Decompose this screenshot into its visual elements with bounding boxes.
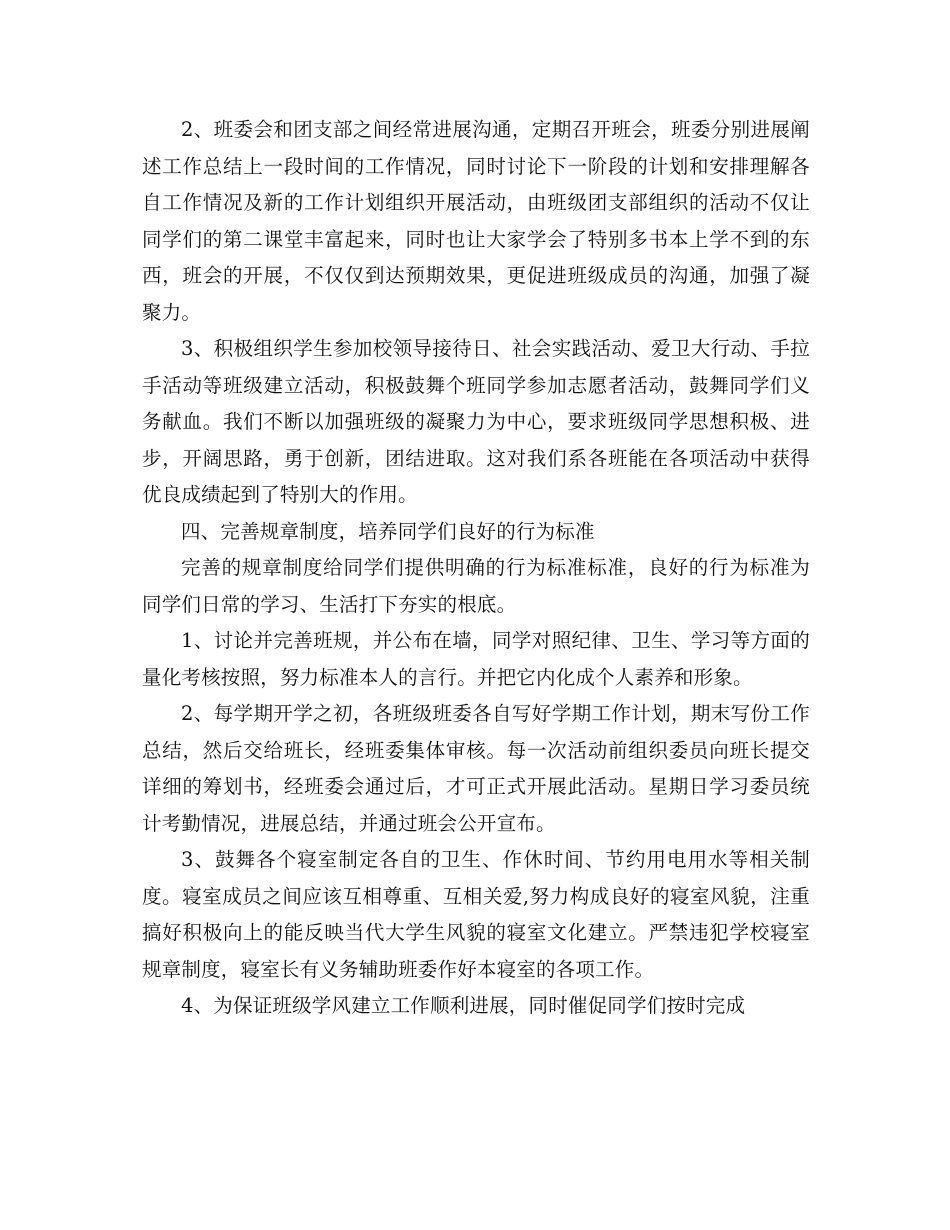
section-heading-rules: 四、完善规章制度，培养同学们良好的行为标准	[181, 519, 595, 543]
paragraph-dormitory-rules: 3、鼓舞各个寝室制定各自的卫生、作休时间、节约用电用水等相关制度。寝室成员之间应该互相尊重、互相关爱,努力构成良好的寝室风貌，注重搞好积极向上的能反映当代大学生风貌的寝室文化建立。严禁违犯学校寝室规章制度，寝室长有义务辅助班委作好本寝室的各项工作。	[142, 848, 810, 981]
paragraph-class-activities: 3、积极组织学生参加校领导接待日、社会实践活动、爱卫大行动、手拉手活动等班级建立活动，积极鼓舞个班同学参加志愿者活动，鼓舞同学们义务献血。我们不断以加强班级的凝聚力为中心，要求班级同学思想积极、进步，开阔思路，勇于创新，团结进取。这对我们系各班能在各项活动中获得优良成绩起到了特别大的作用。	[142, 337, 810, 506]
document-body	[142, 112, 810, 1025]
paragraph-class-committee-communication: 2、班委会和团支部之间经常进展沟通，定期召开班会，班委分别进展阐述工作总结上一段时间的工作情况，同时讨论下一阶段的计划和安排理解各自工作情况及新的工作计划组织开展活动，由班级团支部组织的活动不仅让同学们的第二课堂丰富起来，同时也让大家学会了特别多书本上学不到的东西，班会的开展，不仅仅到达预期效果，更促进班级成员的沟通，加强了凝聚力。	[142, 118, 810, 324]
paragraph-work-plans: 2、每学期开学之初，各班级班委各自写好学期工作计划，期末写份工作总结，然后交给班长，经班委集体审核。每一次活动前组织委员向班长提交详细的筹划书，经班委会通过后，才可正式开展此活动。星期日学习委员统计考勤情况，进展总结，并通过班会公开宣布。	[142, 702, 810, 835]
paragraph-rules-intro: 完善的规章制度给同学们提供明确的行为标准标准，良好的行为标准为同学们日常的学习、生活打下夯实的根底。	[142, 556, 810, 616]
paragraph-study-style: 4、为保证班级学风建立工作顺利进展，同时催促同学们按时完成	[181, 994, 746, 1017]
paragraph-class-rules: 1、讨论并完善班规，并公布在墙，同学对照纪律、卫生、学习等方面的量化考核按照，努力标准本人的言行。并把它内化成个人素养和形象。	[142, 629, 810, 689]
